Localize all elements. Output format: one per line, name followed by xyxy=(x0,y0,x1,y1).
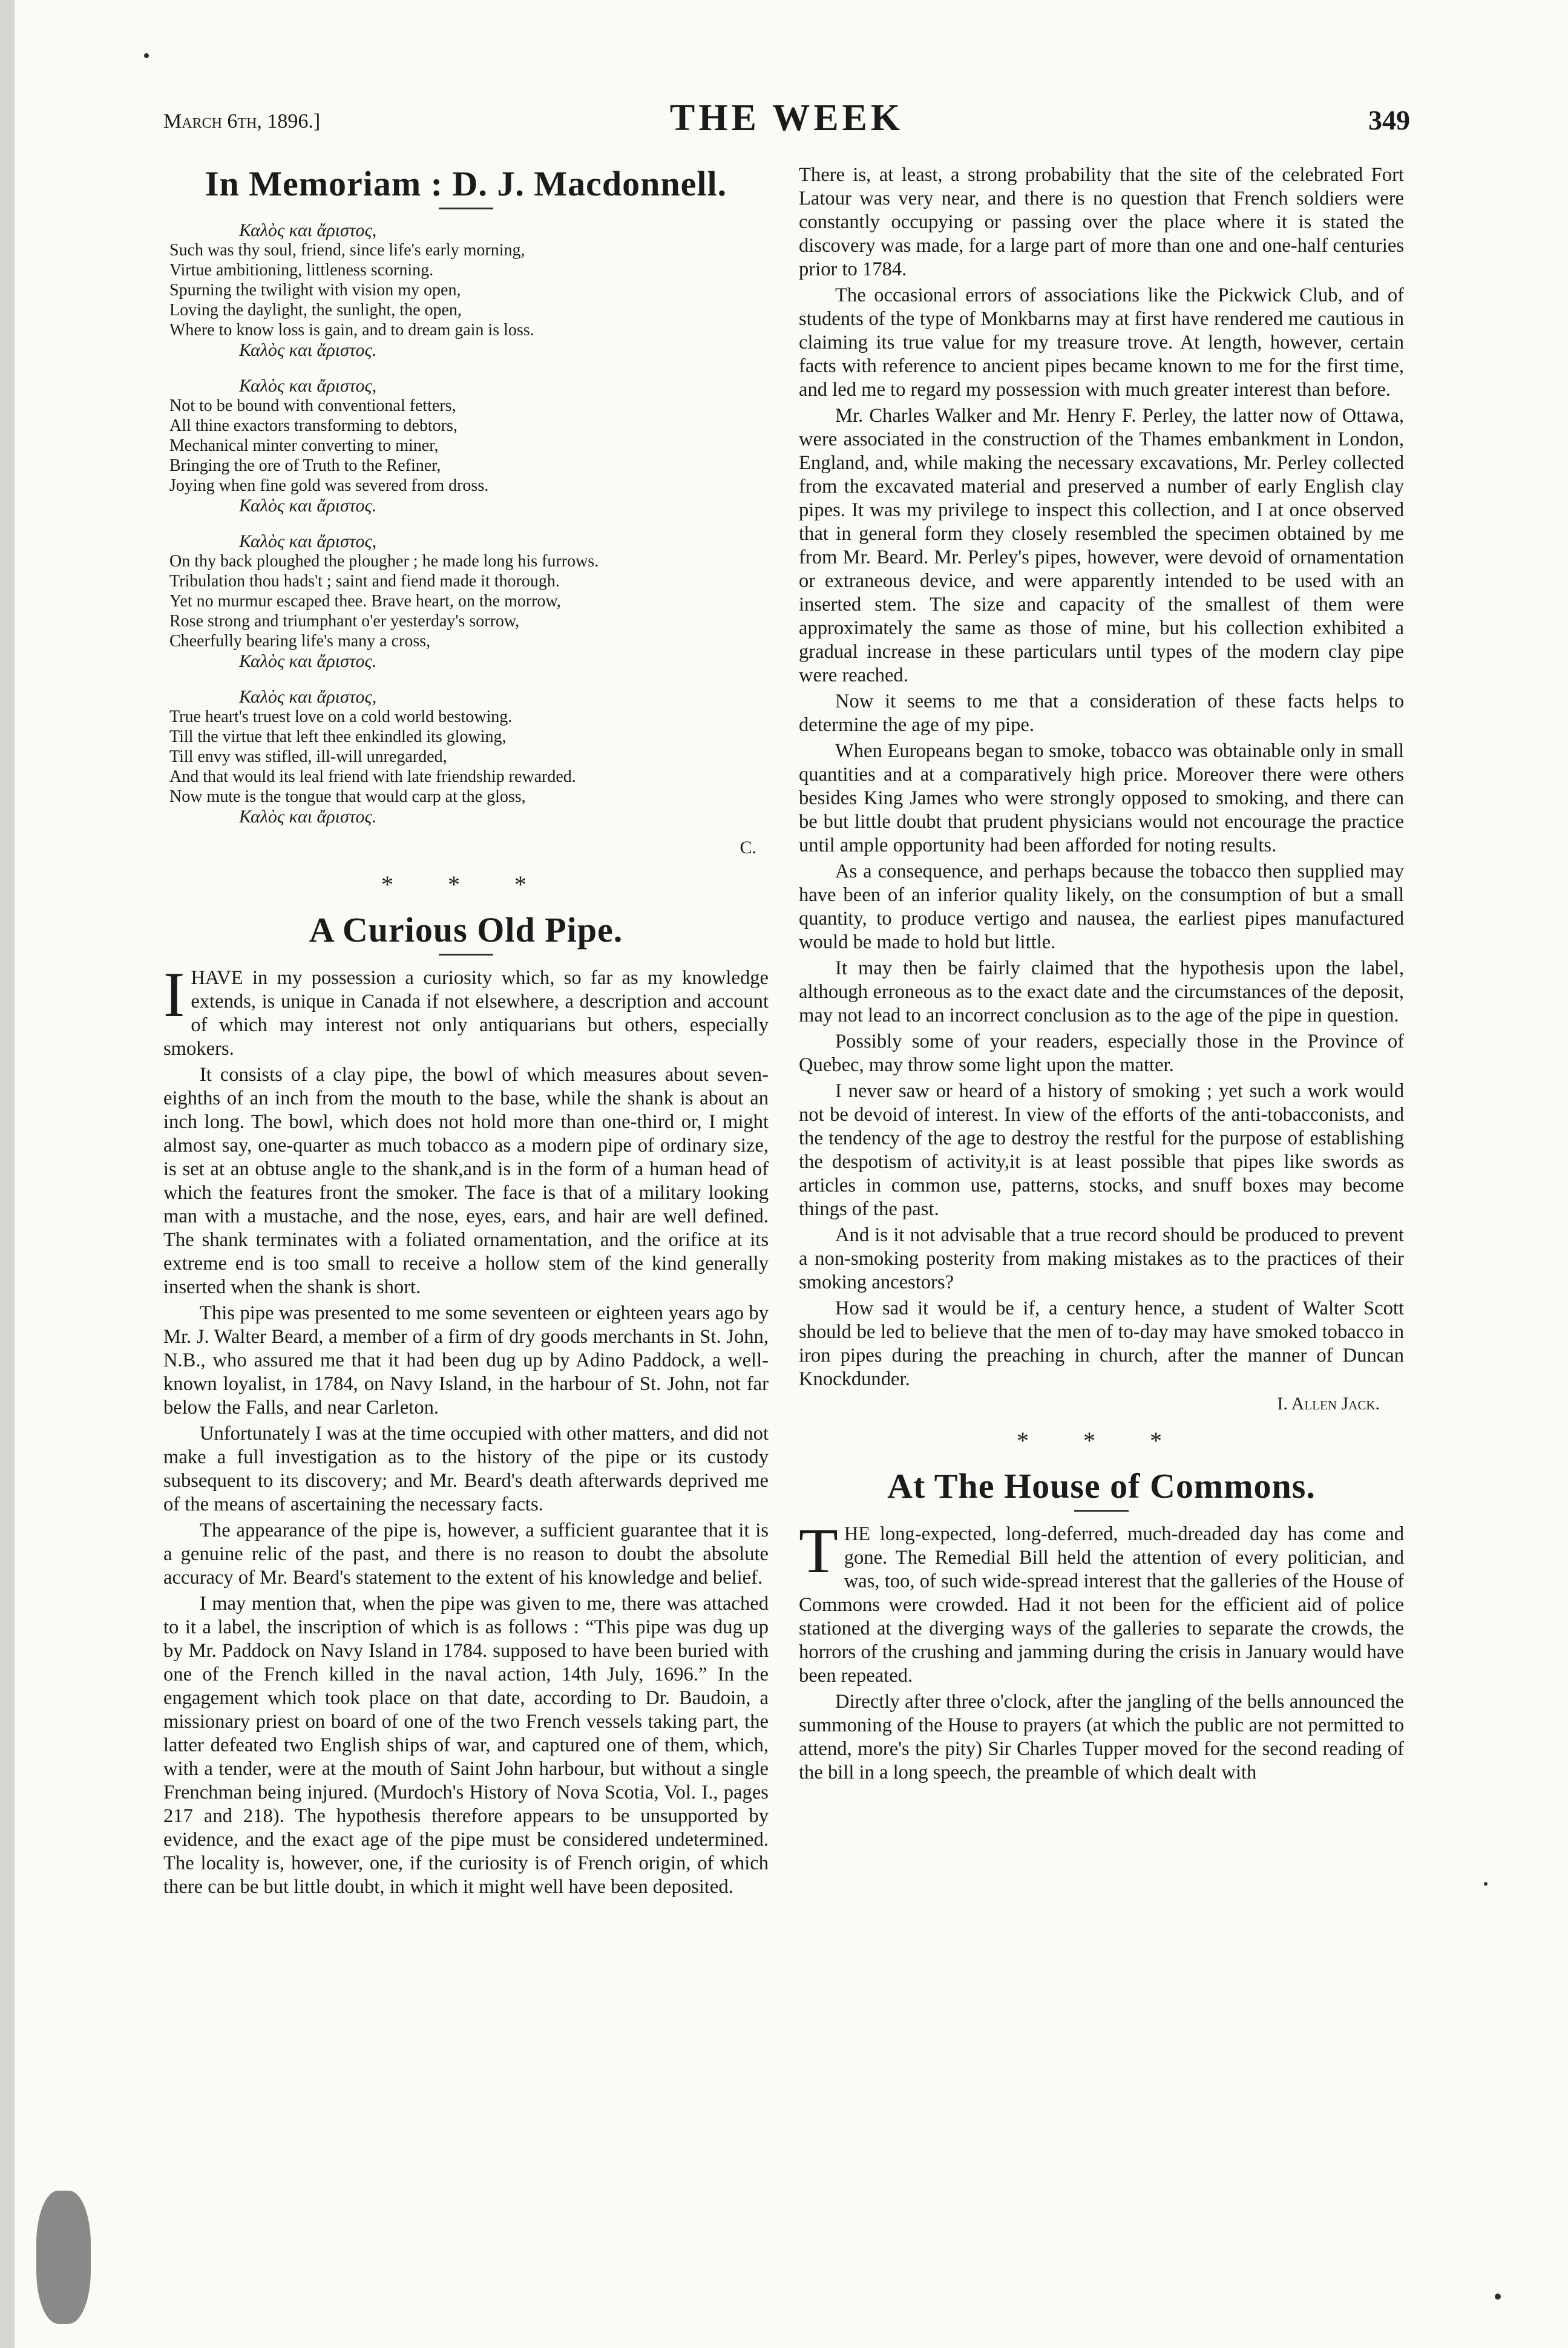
poem-stanza xyxy=(163,531,769,671)
greek-refrain: Καλὸς και ἄριστος. xyxy=(239,340,377,360)
left-column xyxy=(163,163,769,1901)
poem-line: Cheerfully bearing life's many a cross, xyxy=(169,632,431,651)
greek-refrain: Καλὸς και ἄριστος, xyxy=(239,376,377,396)
masthead-title: THE WEEK xyxy=(669,97,904,139)
pipe-first-paragraph xyxy=(163,959,769,1061)
poem-line: And that would its leal friend with late friendship rewarded. xyxy=(169,767,576,786)
poem-signature: C. xyxy=(740,838,756,858)
paragraph-text: HE long-expected, long-deferred, much-dreaded day has come and gone. The Remedial Bill held the attention of every politician, and was, too, of such wide-spread interest that the galleries of the House of Commons were crowded. Had it not been for the efficient aid of police stationed at the diverging ways of the galleries to separate the crowds, the horrors of the crushing and jamming during the crisis in January would have been repeated. xyxy=(799,1523,1404,1687)
poem-line: Loving the daylight, the sunlight, the open, xyxy=(169,301,462,320)
author-byline: I. Allen Jack. xyxy=(1277,1394,1380,1414)
poem-line: On thy back ploughed the plougher ; he made long his furrows. xyxy=(169,552,599,571)
poem-line: Such was thy soul, friend, since life's early morning, xyxy=(169,241,525,260)
pipe-paragraph: This pipe was presented to me some seventeen or eighteen years ago by Mr. J. Walter Beard, a member of a firm of dry goods merchants in St. John, N.B., who assured me that it had been dug up by Adino Paddock, a well-known loyalist, in 1784, on Navy Island, in the harbour of St. John, not far below the Falls, and near Carleton. xyxy=(163,1302,769,1418)
commons-paragraph: Directly after three o'clock, after the jangling of the bells announced the summoning of the House to prayers (at which the public are not permitted to attend, more's the pity) Sir Charles Tupper moved for the second reading of the bill in a long speech, the preamble of which dealt with xyxy=(799,1691,1404,1783)
pipe-paragraph: The appearance of the pipe is, however, a sufficient guarantee that it is a genuine relic of the past, and there is no reason to doubt the absolute accuracy of Mr. Beard's statement to the extent of his knowledge and belief. xyxy=(163,1520,769,1589)
poem-line: All thine exactors transforming to debtors, xyxy=(169,416,458,435)
poem-line: Rose strong and triumphant o'er yesterday's sorrow, xyxy=(169,612,520,631)
section-ornament: * * * xyxy=(1017,1427,1186,1454)
poem-line: Virtue ambitioning, littleness scorning. xyxy=(169,261,434,280)
pipe-paragraph: Unfortunately I was at the time occupied with other matters, and did not make a full investigation as to the history of the pipe or its custody subsequent to its discovery; and Mr. Beard's death afterwards deprived me of the means of ascertaining the necessary facts. xyxy=(163,1423,769,1515)
commons-first-paragraph xyxy=(799,1515,1404,1688)
pipe-paragraph: Now it seems to me that a consideration of these facts helps to determine the age of my pipe. xyxy=(799,690,1404,736)
poem-stanza xyxy=(163,687,769,827)
greek-refrain: Καλὸς και ἄριστος, xyxy=(239,531,377,551)
issue-date: March 6th, 1896.] xyxy=(163,110,321,133)
commons-article-title: At The House of Commons. xyxy=(887,1466,1316,1506)
title-rule xyxy=(1074,1510,1129,1512)
greek-refrain: Καλὸς και ἄριστος, xyxy=(239,220,377,240)
poem-line: Till the virtue that left thee enkindled its glowing, xyxy=(169,727,507,746)
poem-line: Till envy was stifled, ill-will unregarded, xyxy=(169,747,447,766)
pipe-article-title: A Curious Old Pipe. xyxy=(309,910,623,949)
paragraph-text: HAVE in my possession a curiosity which, so far as my knowledge extends, is unique in Canada if not elsewhere, a description and account of which may interest not only antiquarians but others, especially smokers. xyxy=(163,967,769,1060)
scan-edge-smudge xyxy=(36,2191,91,2324)
poem-line: Tribulation thou hads't ; saint and fiend made it thorough. xyxy=(169,572,560,591)
greek-refrain: Καλὸς και ἄριστος. xyxy=(239,651,377,671)
greek-refrain: Καλὸς και ἄριστος, xyxy=(239,687,377,707)
pipe-paragraph: As a consequence, and perhaps because the tobacco then supplied may have been of an inferior quality likely, on the consumption of but a small quantity, to produce vertigo and nausea, the earliest pipes manufactured would be made to hold but little. xyxy=(799,861,1404,953)
scan-edge-smudge xyxy=(0,0,15,2348)
greek-refrain: Καλὸς και ἄριστος. xyxy=(239,807,377,827)
right-column xyxy=(799,163,1404,1787)
scan-speck xyxy=(144,53,149,58)
poem-line: Not to be bound with conventional fetters, xyxy=(169,396,456,415)
poem-line: Joying when fine gold was severed from dross. xyxy=(169,476,489,495)
poem-line: Where to know loss is gain, and to dream gain is loss. xyxy=(169,321,534,339)
poem-stanza xyxy=(163,220,769,360)
poem-line: Spurning the twilight with vision my open, xyxy=(169,281,461,300)
pipe-paragraph: I never saw or heard of a history of smoking ; yet such a work would not be devoid of interest. In view of the efforts of the anti-tobacconists, and the tendency of the age to destroy the restful for the purpose of establishing the despotism of activity,it is at least possible that pipes like swords as articles in common use, patterns, stocks, and snuff boxes may become things of the past. xyxy=(799,1080,1404,1220)
title-rule xyxy=(439,208,493,209)
poem-line: Bringing the ore of Truth to the Refiner, xyxy=(169,456,441,475)
memoriam-title: In Memoriam : D. J. Macdonnell. xyxy=(205,164,727,203)
drop-cap: T xyxy=(799,1515,838,1586)
pipe-continued-paragraph: There is, at least, a strong probability that the site of the celebrated Fort Latour was very near, and there is no question that French soldiers were constantly occupying or passing over the place where it is stated the discovery was made, for a large part of more than one and one-half centuries prior to 1784. xyxy=(799,164,1404,280)
pipe-paragraph: When Europeans began to smoke, tobacco was obtainable only in small quantities and at a comparatively high price. Moreover there were others besides King James who were strongly opposed to smoking, and there can be but little doubt that prudent physicians would not encourage the practice until ample opportunity had been afforded for noting results. xyxy=(799,740,1404,856)
pipe-paragraph: The occasional errors of associations like the Pickwick Club, and of students of the type of Monkbarns may at first have rendered me cautious in claiming its true value for my treasure trove. At length, however, certain facts with reference to ancient pipes became known to me for the first time, and led me to regard my possession with much greater interest than before. xyxy=(799,284,1404,401)
title-rule xyxy=(439,954,493,956)
poem-line: Yet no murmur escaped thee. Brave heart, on the morrow, xyxy=(169,592,561,611)
greek-refrain: Καλὸς και ἄριστος. xyxy=(239,496,377,516)
page-header xyxy=(163,97,1410,151)
pipe-paragraph: And is it not advisable that a true record should be produced to prevent a non-smoking posterity from making mistakes as to the practices of their smoking ancestors? xyxy=(799,1224,1404,1293)
scan-speck xyxy=(1495,2294,1501,2300)
pipe-paragraph: I may mention that, when the pipe was given to me, there was attached to it a label, the inscription of which is as follows : “This pipe was dug up by Mr. Paddock on Navy Island in 1784. supposed to have been buried with one of the French killed in the naval action, 14th July, 1696.” In the engagement which took place on that date, according to Dr. Baudoin, a missionary priest on board of one of the two French vessels taking part, the latter defeated two English ships of war, and captured one of them, which, with a tender, were at the mouth of Saint John harbour, but without a single Frenchman being injured. (Murdoch's History of Nova Scotia, Vol. I., pages 217 and 218). The hypothesis therefore appears to be unsupported by evidence, and the exact age of the pipe must be considered undetermined. The locality is, however, one, if the curiosity is of French origin, of which there can be but little doubt, in which it might well have been deposited. xyxy=(163,1593,769,1898)
page-number: 349 xyxy=(1368,105,1410,136)
pipe-paragraph: It consists of a clay pipe, the bowl of which measures about seven-eighths of an inch from the mouth to the base, while the shank is about an inch long. The bowl, which does not hold more than one-third or, I might almost say, one-quarter as much tobacco as a modern pipe of ordinary size, is set at an obtuse angle to the shank,and is in the form of a human head of which the features front the smoker. The face is that of a military looking man with a mustache, and the nose, eyes, ears, and hair are well defined. The shank terminates with a foliated ornamentation, and the orifice at its extreme end is too small to receive a hollow stem of the kind generally inserted when the shank is short. xyxy=(163,1064,769,1298)
poem-line: True heart's truest love on a cold world bestowing. xyxy=(169,707,513,726)
poem-line: Mechanical minter converting to miner, xyxy=(169,436,439,455)
scan-speck xyxy=(1484,1882,1488,1886)
poem-line: Now mute is the tongue that would carp at the gloss, xyxy=(169,787,526,806)
pipe-paragraph: It may then be fairly claimed that the hypothesis upon the label, although erroneous as to the exact date and the circumstances of the deposit, may not lead to an incorrect conclusion as to the age of the pipe in question. xyxy=(799,957,1404,1026)
drop-cap: I xyxy=(163,959,185,1030)
section-ornament: * * * xyxy=(381,871,551,898)
pipe-paragraph: Possibly some of your readers, especially those in the Province of Quebec, may throw some light upon the matter. xyxy=(799,1031,1404,1076)
poem-stanza xyxy=(163,376,769,516)
pipe-paragraph: Mr. Charles Walker and Mr. Henry F. Perley, the latter now of Ottawa, were associated in the construction of the Thames embankment in London, England, and, while making the necessary excavations, Mr. Perley collected from the excavated material and preserved a number of early English clay pipes. It was my privilege to inspect this collection, and I at once observed that in general form they closely resembled the specimen obtained by me from Mr. Beard. Mr. Perley's pipes, however, were devoid of ornamentation or extraneous device, and were apparently intended to be used with an inserted stem. The size and capacity of the smallest of them were approximately the same as those of mine, but his collection exhibited a gradual increase in these particulars until types of the modern clay pipe were reached. xyxy=(799,405,1404,686)
memoriam-poem xyxy=(163,220,769,827)
pipe-paragraph: How sad it would be if, a century hence, a student of Walter Scott should be led to believe that the men of to-day may have smoked tobacco in iron pipes during the preaching in church, after the manner of Duncan Knockdunder. xyxy=(799,1297,1404,1390)
